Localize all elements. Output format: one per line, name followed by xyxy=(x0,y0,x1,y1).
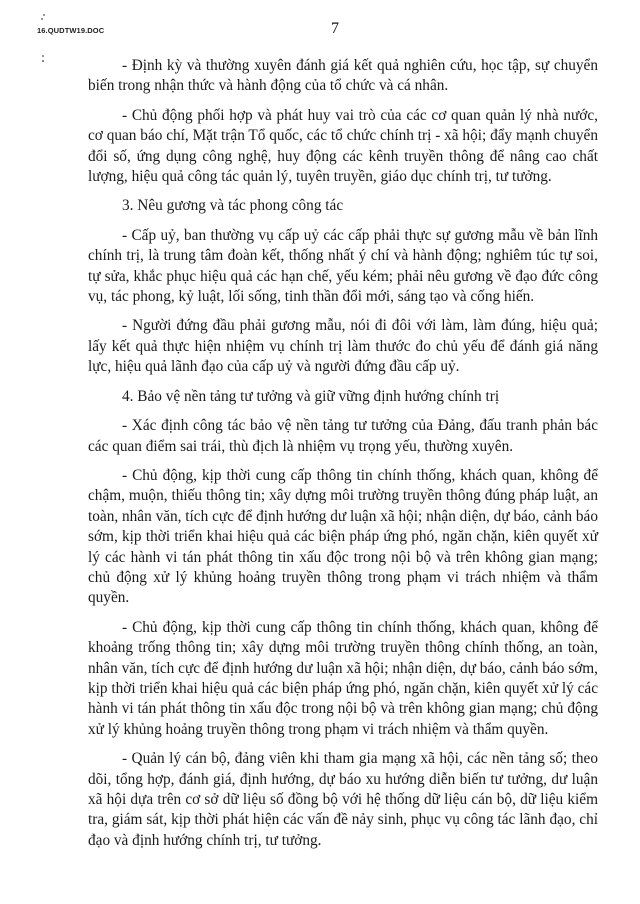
scan-mark-dot xyxy=(41,18,43,20)
paragraph: - Quản lý cán bộ, đảng viên khi tham gia mạng xã hội, các nền tảng số; theo dõi, tổng hợp, đánh giá, định hướng, dự báo xu hướng diễn biến tư tưởng, dư luận xã hội dựa trên cơ sở dữ liệu số đồng bộ với hệ thống dữ liệu cán bộ, dữ liệu kiểm tra, giám sát, kịp thời phát hiện các vấn đề nảy sinh, phục vụ công tác lãnh đạo, chỉ đạo và định hướng chính trị, tư tưởng. xyxy=(88,750,598,849)
paragraph: - Cấp uỷ, ban thường vụ cấp uỷ các cấp phải thực sự gương mẫu về bản lĩnh chính trị, là trung tâm đoàn kết, thống nhất ý chí và hành động; nghiêm túc tự soi, tự sửa, khắc phục hiệu quả các hạn chế, yếu kém; phải nêu gương về đạo đức công vụ, tác phong, kỷ luật, lối sống, tinh thần đổi mới, sáng tạo và cống hiến. xyxy=(88,226,598,306)
paragraph: - Xác định công tác bảo vệ nền tảng tư tưởng của Đảng, đấu tranh phản bác các quan điểm sai trái, thù địch là nhiệm vụ trọng yếu, thường xuyên. xyxy=(88,417,598,455)
document-body xyxy=(88,56,598,860)
document-code: 16.QUDTW19.DOC xyxy=(37,26,105,35)
paragraph: - Chủ động, kịp thời cung cấp thông tin chính thống, khách quan, không để chậm, muộn, thiếu thông tin; xây dựng môi trường truyền thông đúng pháp luật, an toàn, nhân văn, tích cực để định hướng dư luận xã hội; nhận diện, dự báo, cảnh báo sớm, kịp thời triển khai hiệu quả các biện pháp ứng phó, ngăn chặn, kiên quyết xử lý các hành vi tán phát thông tin xấu độc trong nội bộ và trên không gian mạng; chủ động xử lý khủng hoảng truyền thông trong phạm vi trách nhiệm và thẩm quyền. xyxy=(88,466,598,607)
paragraph: - Chủ động phối hợp và phát huy vai trò của các cơ quan quản lý nhà nước, cơ quan báo chí, Mặt trận Tổ quốc, các tổ chức chính trị - xã hội; đẩy mạnh chuyển đổi số, ứng dụng công nghệ, huy động các kênh truyền thông để nâng cao chất lượng, hiệu quả công tác quản lý, tuyên truyền, giáo dục chính trị, tư tưởng. xyxy=(88,106,598,186)
page-number: 7 xyxy=(331,20,339,37)
section-heading: 4. Bảo vệ nền tảng tư tưởng và giữ vững định hướng chính trị xyxy=(122,387,500,405)
paragraph: - Định kỳ và thường xuyên đánh giá kết quả nghiên cứu, học tập, sự chuyển biến trong nhận thức và hành động của tổ chức và cá nhân. xyxy=(88,57,598,95)
scan-mark-dot xyxy=(42,60,44,62)
section-heading: 3. Nêu gương và tác phong công tác xyxy=(122,197,344,215)
scan-mark-dot xyxy=(42,55,44,57)
scan-mark-dot xyxy=(43,14,45,16)
paragraph: - Người đứng đầu phải gương mẫu, nói đi đôi với làm, làm đúng, hiệu quả; lấy kết quả thực hiện nhiệm vụ chính trị làm thước đo chủ yếu để đánh giá năng lực, hiệu quả lãnh đạo của cấp uỷ và người đứng đầu cấp uỷ. xyxy=(88,317,598,376)
paragraph: - Chủ động, kịp thời cung cấp thông tin chính thống, khách quan, không để khoảng trống thông tin; xây dựng môi trường truyền thông chính thống, an toàn, nhân văn, tích cực để định hướng dư luận xã hội; nhận diện, dự báo, cảnh báo sớm, kịp thời triển khai hiệu quả các biện pháp ứng phó, ngăn chặn, kiên quyết xử lý các hành vi tán phát thông tin xấu độc trong nội bộ và trên không gian mạng; chủ động xử lý khủng hoảng truyền thông trong phạm vi trách nhiệm và thẩm quyền. xyxy=(88,618,598,738)
